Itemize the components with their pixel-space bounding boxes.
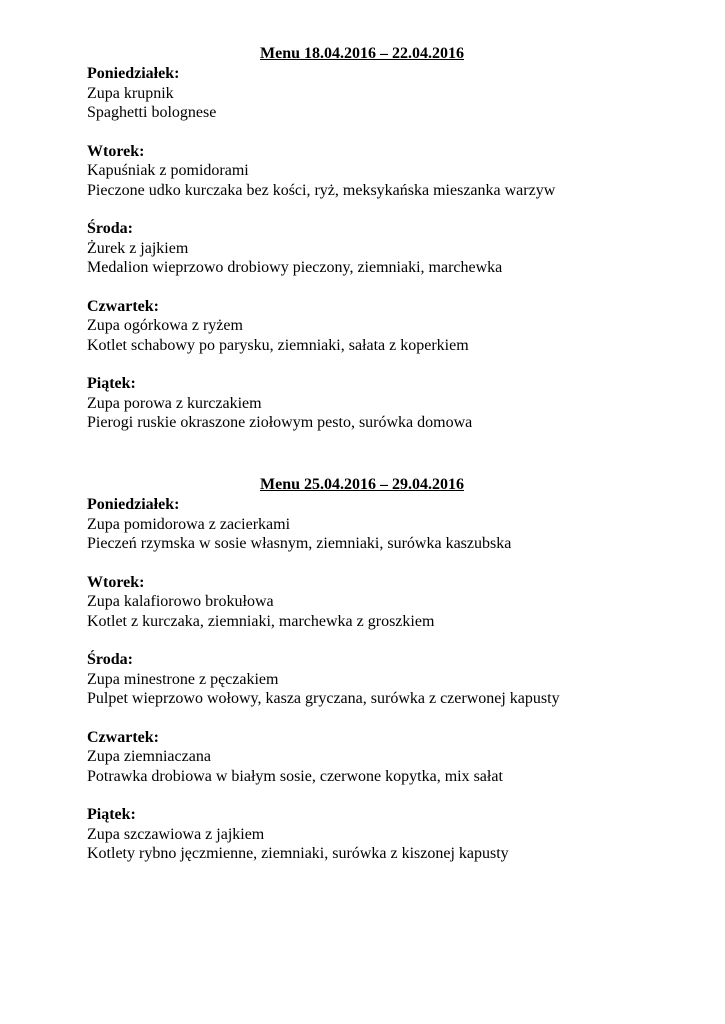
main-dish: Kotlet schabowy po parysku, ziemniaki, sałata z koperkiem [87,336,469,354]
day-thursday [87,297,647,356]
day-name: Wtorek: [87,573,145,591]
soup-dish: Zupa ogórkowa z ryżem [87,317,243,334]
day-thursday [87,728,647,787]
main-dish: Pieczeń rzymska w sosie własnym, ziemniaki, surówka kaszubska [87,535,512,552]
day-monday [87,495,647,554]
soup-dish: Zupa minestrone z pęczakiem [87,670,279,688]
day-name: Czwartek: [87,728,159,746]
main-dish: Medalion wieprzowo drobiowy pieczony, ziemniaki, marchewka [87,259,503,276]
day-name: Piątek: [87,375,136,392]
day-tuesday [87,142,647,201]
main-dish: Kotlet z kurczaka, ziemniaki, marchewka z groszkiem [87,612,435,630]
main-dish: Kotlety rybno jęczmienne, ziemniaki, surówka z kiszonej kapusty [87,845,509,862]
day-monday [87,64,647,123]
main-dish: Potrawka drobiowa w białym sosie, czerwone kopytka, mix sałat [87,767,503,785]
day-friday [87,374,647,433]
main-dish: Pulpet wieprzowo wołowy, kasza gryczana, surówka z czerwonej kapusty [87,690,560,707]
main-dish: Spaghetti bolognese [87,104,217,121]
menu-week-title: Menu 18.04.2016 – 22.04.2016 [260,45,464,62]
soup-dish: Zupa kalafiorowo brokułowa [87,593,274,610]
day-name: Czwartek: [87,297,159,315]
soup-dish: Zupa ziemniaczana [87,748,211,765]
soup-dish: Kapuśniak z pomidorami [87,162,249,179]
main-dish: Pieczone udko kurczaka bez kości, ryż, meksykańska mieszanka warzyw [87,181,556,199]
day-name: Środa: [87,651,133,668]
day-name: Poniedziałek: [87,65,180,82]
menu-week-2 [87,475,647,864]
day-name: Wtorek: [87,142,145,160]
main-dish: Pierogi ruskie okraszone ziołowym pesto, surówka domowa [87,414,473,431]
day-name: Środa: [87,220,133,237]
day-wednesday [87,650,647,709]
day-name: Poniedziałek: [87,496,180,513]
soup-dish: Zupa krupnik [87,84,174,102]
soup-dish: Zupa porowa z kurczakiem [87,394,262,412]
day-tuesday [87,573,647,632]
soup-dish: Zupa pomidorowa z zacierkami [87,515,291,533]
menu-week-title: Menu 25.04.2016 – 29.04.2016 [260,476,464,493]
day-name: Piątek: [87,806,136,823]
menu-week-1 [87,44,647,433]
day-friday [87,805,647,864]
soup-dish: Zupa szczawiowa z jajkiem [87,825,265,843]
day-wednesday [87,219,647,278]
soup-dish: Żurek z jajkiem [87,239,189,257]
